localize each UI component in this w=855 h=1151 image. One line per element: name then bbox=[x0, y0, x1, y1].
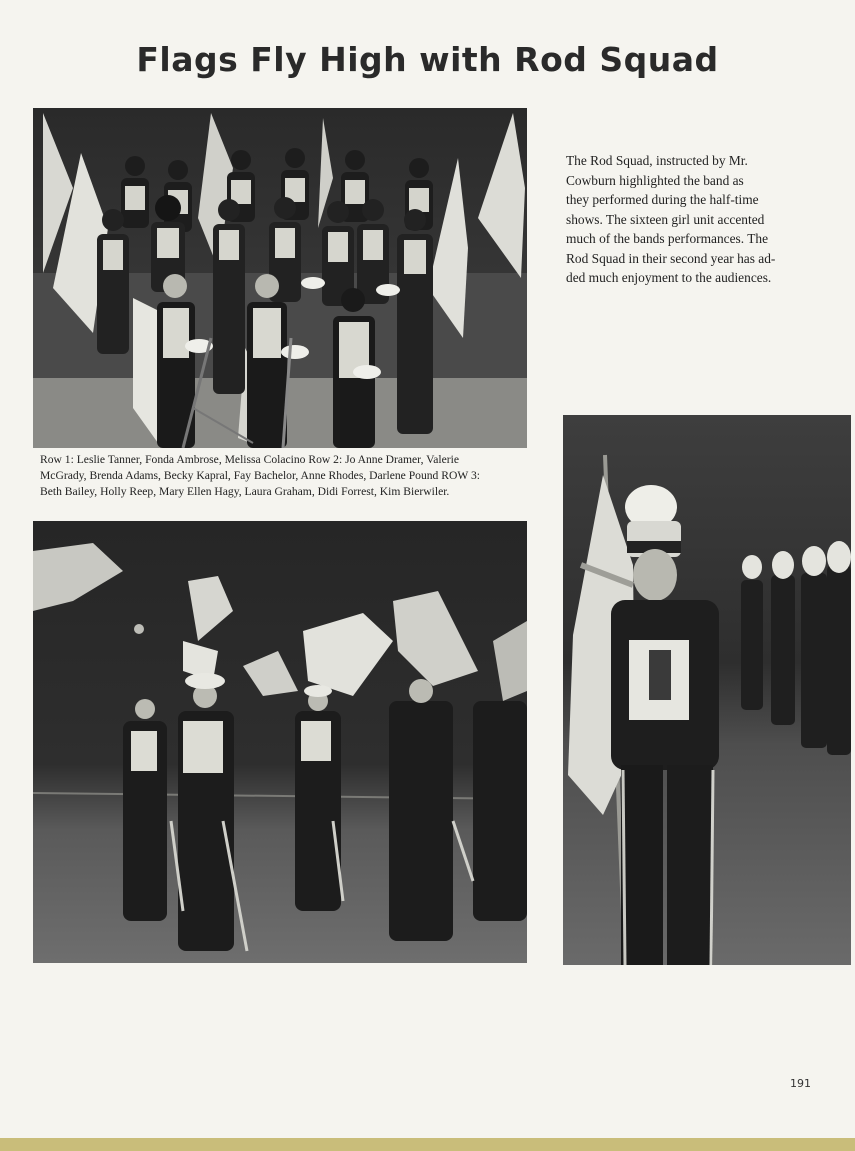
field-performance-photo bbox=[33, 521, 527, 963]
caption-line: McGrady, Brenda Adams, Becky Kapral, Fay Bachelor, Anne Rhodes, Darlene Pound ROW 3: bbox=[40, 469, 481, 482]
squad-group-photo bbox=[33, 108, 527, 448]
article-line: The Rod Squad, instructed by Mr. bbox=[566, 153, 748, 168]
flag-bearer-photo-image bbox=[563, 415, 851, 965]
page-bottom-edge bbox=[0, 1138, 855, 1151]
article-line: much of the bands performances. The bbox=[566, 231, 769, 246]
flag-bearer-photo bbox=[563, 415, 851, 965]
article-body bbox=[566, 151, 808, 288]
caption-line: Row 1: Leslie Tanner, Fonda Ambrose, Melissa Colacino Row 2: Jo Anne Dramer, Valerie bbox=[40, 453, 459, 466]
article-line: Cowburn highlighted the band as bbox=[566, 172, 744, 188]
caption-line: Beth Bailey, Holly Reep, Mary Ellen Hagy, Laura Graham, Didi Forrest, Kim Bierwiler. bbox=[40, 485, 450, 498]
squad-group-photo-image bbox=[33, 108, 527, 448]
page-number: 191 bbox=[790, 1077, 811, 1090]
article-line: Rod Squad in their second year has ad- bbox=[566, 250, 776, 266]
article-line: ded much enjoyment to the audiences. bbox=[566, 270, 772, 285]
article-line: they performed during the half-time bbox=[566, 192, 759, 207]
page-title: Flags Fly High with Rod Squad bbox=[136, 40, 719, 79]
photo-caption bbox=[40, 452, 532, 500]
article-line: shows. The sixteen girl unit accented bbox=[566, 211, 765, 227]
field-performance-photo-image bbox=[33, 521, 527, 963]
